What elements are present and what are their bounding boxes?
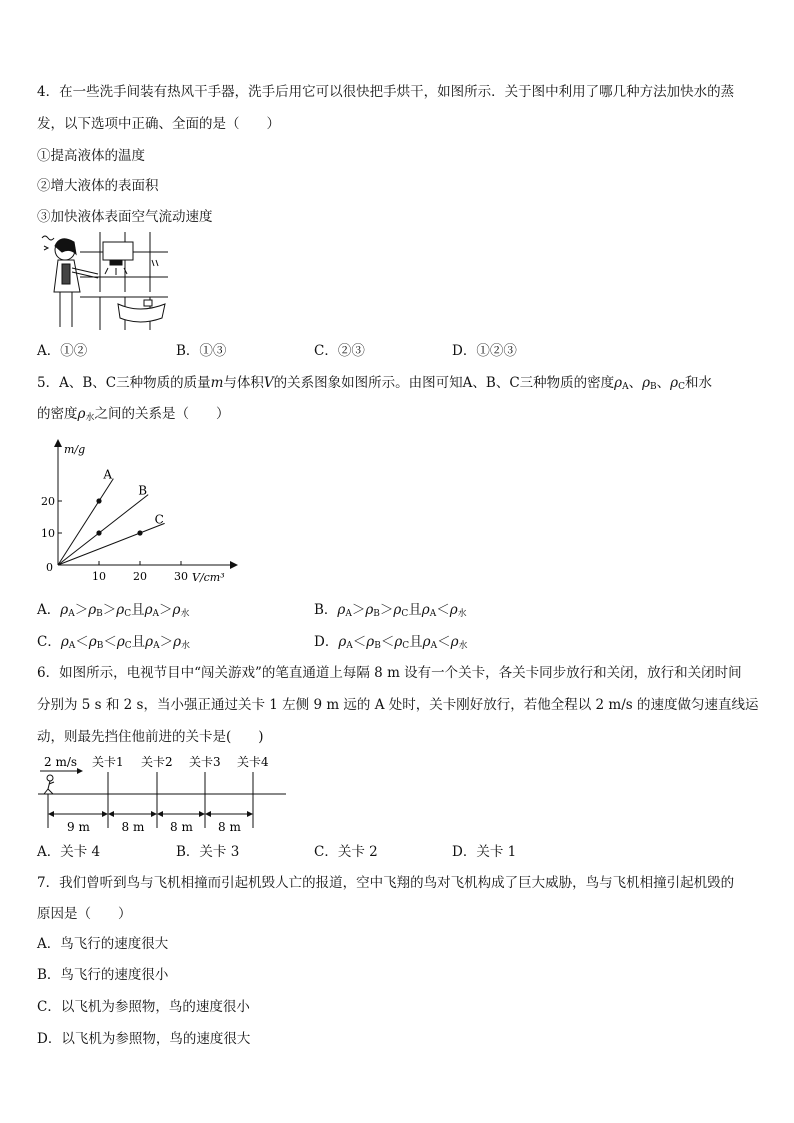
q5-option-c[interactable]: C．$\rho_A<\rho_B<\rho_C$且$\rho_A>\rho_水$ [37,634,191,651]
q6-option-c[interactable]: C．关卡 2 [314,844,378,860]
q5-option-a[interactable]: A．$\rho_A>\rho_B>\rho_C$且$\rho_A>\rho_水$ [37,602,190,619]
x-axis-label: V/cm³ [192,571,225,584]
distance-label-1: 9 m [67,820,90,834]
q5-option-d[interactable]: D．$\rho_A<\rho_B<\rho_C$且$\rho_A<\rho_水$ [314,634,468,651]
y-tick-label: 10 [41,527,55,540]
x-tick-label: 10 [92,570,106,583]
q6-stem-line2: 分别为 5 s 和 2 s，当小强正通过关卡 1 左侧 9 m 远的 A 处时，关卡刚好放行，若他全程以 2 m/s 的速度做匀速直线运 [37,697,759,713]
q4-option-b[interactable]: B．①③ [176,343,227,359]
q7-stem-line2: 原因是（ ） [37,906,132,922]
speed-label: 2 m/s [44,755,78,769]
distance-label-4: 8 m [218,820,241,834]
series-line-A [58,479,113,565]
q7-option-a[interactable]: A．鸟飞行的速度很大 [37,936,169,952]
q6-stem-line3: 动，则最先挡住他前进的关卡是( ) [37,729,264,745]
x-tick-label: 20 [133,570,147,583]
gate-course-figure [38,752,290,836]
mass-volume-chart [40,435,240,585]
y-axis-label: m/g [64,443,86,456]
q4-option-a[interactable]: A．①② [37,343,88,359]
q5-stem-line1: 5．A、B、C三种物质的质量m与体积V的关系图象如图所示。由图可知A、B、C三种物质的密度$\rho_A$、$\rho_B$、$\rho_C$和水 [37,375,712,392]
q5-option-b[interactable]: B．$\rho_A>\rho_B>\rho_C$且$\rho_A<\rho_水$ [314,602,467,619]
origin-label: 0 [46,561,53,574]
hand-dryer-illustration [40,232,170,332]
x-tick-label: 30 [174,570,188,583]
q7-option-c[interactable]: C．以飞机为参照物，鸟的速度很小 [37,999,250,1015]
q4-item-2: ②增大液体的表面积 [37,178,159,194]
q6-option-a[interactable]: A．关卡 4 [37,844,101,860]
series-line-C [58,523,165,565]
distance-label-3: 8 m [170,820,193,834]
q7-option-b[interactable]: B．鸟飞行的速度很小 [37,967,169,983]
q4-item-3: ③加快液体表面空气流动速度 [37,209,213,225]
q4-option-d[interactable]: D．①②③ [452,343,517,359]
series-label-B: B [138,483,148,498]
y-tick-label: 20 [41,495,55,508]
data-point-B [96,530,101,535]
q4-option-c[interactable]: C．②③ [314,343,365,359]
gate-2-label: 关卡2 [141,755,173,769]
q4-item-1: ①提高液体的温度 [37,148,145,164]
q6-stem-line1: 6．如图所示，电视节目中“闯关游戏”的笔直通道上每隔 8 m 设有一个关卡，各关卡同步放行和关闭，放行和关闭时间 [37,665,742,681]
gate-4-label: 关卡4 [237,755,269,769]
series-line-B [58,495,148,565]
q6-option-b[interactable]: B．关卡 3 [176,844,240,860]
q7-option-d[interactable]: D．以飞机为参照物，鸟的速度很大 [37,1031,251,1047]
distance-label-2: 8 m [121,820,145,834]
gate-1-label: 关卡1 [92,755,124,769]
gate-3-label: 关卡3 [189,755,221,769]
q4-stem-line1: 4．在一些洗手间装有热风干手器，洗手后用它可以很快把手烘干，如图所示．关于图中利用了哪几种方法加快水的蒸 [37,84,735,100]
runner-icon [44,775,54,794]
data-point-C [137,530,142,535]
q6-option-d[interactable]: D．关卡 1 [452,844,517,860]
q4-stem-line2: 发，以下选项中正确、全面的是（ ） [37,116,280,132]
series-label-C: C [154,512,164,527]
q5-stem-line2: 的密度$\rho_水$之间的关系是（ ） [37,406,230,423]
series-label-A: A [103,467,113,482]
data-point-A [96,498,101,503]
q7-stem-line1: 7．我们曾听到鸟与飞机相撞而引起机毁人亡的报道，空中飞翔的鸟对飞机构成了巨大威胁，鸟与飞机相撞引起机毁的 [37,875,735,891]
